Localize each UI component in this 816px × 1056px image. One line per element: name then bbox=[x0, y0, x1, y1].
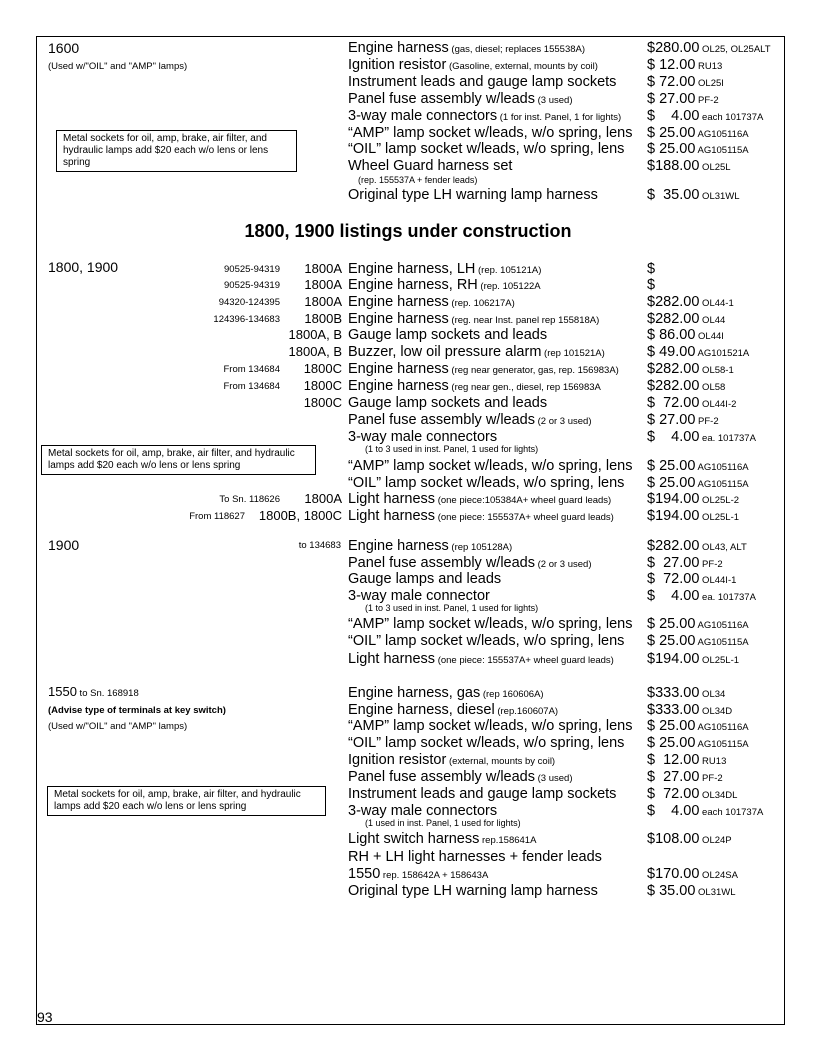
price-value: $ 27.00 bbox=[647, 555, 700, 571]
part-number: AG105116A bbox=[695, 722, 749, 733]
price-value: $ 4.00 bbox=[647, 429, 700, 445]
connectors-sub-note-1550: (1 used in inst. Panel, 1 used for lights) bbox=[365, 818, 521, 828]
part-number: AG105116A bbox=[695, 462, 749, 473]
part-number: OL44I-1 bbox=[699, 575, 737, 586]
item-price bbox=[647, 142, 749, 157]
item-price bbox=[647, 459, 749, 474]
item-name: “OIL” lamp socket w/leads, w/o spring, lens bbox=[348, 475, 625, 491]
connector-sub-note-1900: (1 to 3 used in inst. Panel, 1 used for lights) bbox=[365, 603, 539, 613]
item-name: Panel fuse assembly w/leads bbox=[348, 412, 535, 428]
part-number: OL25L-1 bbox=[699, 512, 740, 523]
item-price bbox=[647, 652, 739, 667]
price-value: $282.00 bbox=[647, 361, 700, 377]
serial-range: 94320-124395 bbox=[218, 297, 280, 308]
item-price bbox=[647, 41, 771, 56]
item-price bbox=[647, 770, 723, 785]
item-name: Instrument leads and gauge lamp sockets bbox=[348, 74, 617, 90]
item-name: “OIL” lamp socket w/leads, w/o spring, lens bbox=[348, 735, 625, 751]
item-name: Light harness bbox=[348, 651, 436, 667]
item-name: Engine harness bbox=[348, 378, 449, 394]
item-name: Ignition resistor bbox=[348, 57, 447, 73]
part-number: OL25L-2 bbox=[699, 495, 740, 506]
item-name: Light harness bbox=[348, 491, 436, 507]
price-value: $282.00 bbox=[647, 294, 700, 310]
item-name: Engine harness bbox=[348, 294, 449, 310]
item-name: 1550 bbox=[348, 866, 381, 882]
price-value: $282.00 bbox=[647, 538, 700, 554]
item-price bbox=[647, 159, 731, 174]
item-detail: (rep 160606A) bbox=[480, 689, 544, 700]
item-description bbox=[348, 867, 488, 882]
item-description bbox=[348, 539, 512, 554]
item-detail: rep. 158642A + 158643A bbox=[380, 870, 489, 881]
metal-sockets-note-1600: Metal sockets for oil, amp, brake, air filter, and hydraulic lamps add $20 each w/o lens or lens spring bbox=[56, 130, 297, 172]
part-number: ea. 101737A bbox=[699, 592, 756, 603]
item-detail: (rep. 106217A) bbox=[448, 298, 515, 309]
item-detail: (one piece: 155537A+ wheel guard leads) bbox=[435, 512, 614, 523]
item-name: Light switch harness bbox=[348, 831, 480, 847]
item-description bbox=[348, 509, 614, 524]
item-detail: (rep.160607A) bbox=[494, 706, 559, 717]
item-detail: (reg near generator, gas, rep. 156983A) bbox=[448, 365, 619, 376]
page-heading: 1800, 1900 listings under construction bbox=[244, 221, 572, 241]
item-name: Panel fuse assembly w/leads bbox=[348, 769, 535, 785]
wheel-guard-sub-note: (rep. 155537A + fender leads) bbox=[358, 175, 478, 185]
item-description bbox=[348, 476, 624, 491]
part-number: OL34DL bbox=[699, 790, 738, 801]
item-description bbox=[348, 572, 501, 587]
item-price bbox=[647, 362, 734, 377]
price-value: $ 4.00 bbox=[647, 108, 700, 124]
item-detail: (rep. 105121A) bbox=[475, 265, 542, 276]
part-number: PF-2 bbox=[699, 559, 723, 570]
metal-sockets-note-1800: Metal sockets for oil, amp, brake, air filter, and hydraulic lamps add $20 each w/o lens or lens spring bbox=[41, 445, 316, 475]
item-description bbox=[348, 396, 547, 411]
item-description bbox=[348, 188, 598, 203]
price-value: $ bbox=[647, 277, 656, 293]
price-value: $ 25.00 bbox=[647, 475, 696, 491]
item-name: “AMP” lamp socket w/leads, w/o spring, lens bbox=[348, 718, 633, 734]
item-detail: (rep 101521A) bbox=[541, 348, 605, 359]
item-name: Instrument leads and gauge lamp sockets bbox=[348, 786, 617, 802]
price-value: $ 27.00 bbox=[647, 769, 700, 785]
item-description bbox=[348, 770, 573, 785]
part-number: OL44I bbox=[695, 331, 724, 342]
serial-range: From 134684 bbox=[223, 364, 280, 375]
item-description bbox=[348, 413, 592, 428]
model-code: 1800B, 1800C bbox=[258, 508, 342, 523]
item-name: “OIL” lamp socket w/leads, w/o spring, lens bbox=[348, 141, 625, 157]
part-number: AG105115A bbox=[695, 145, 749, 156]
part-number: AG105115A bbox=[695, 637, 749, 648]
price-value: $ 25.00 bbox=[647, 616, 696, 632]
part-number: OL25I bbox=[695, 78, 724, 89]
part-number: AG101521A bbox=[695, 348, 750, 359]
part-number: OL24P bbox=[699, 835, 732, 846]
item-price bbox=[647, 492, 739, 507]
part-number: AG105115A bbox=[695, 739, 749, 750]
item-name: 3-way male connectors bbox=[348, 108, 498, 124]
item-name: Engine harness, LH bbox=[348, 261, 476, 277]
item-price bbox=[647, 328, 724, 343]
price-value: $ 72.00 bbox=[647, 786, 700, 802]
price-value: $108.00 bbox=[647, 831, 700, 847]
item-detail: (reg near gen., diesel, rep 156983A bbox=[448, 382, 601, 393]
item-price bbox=[647, 109, 763, 124]
item-name: Wheel Guard harness set bbox=[348, 158, 513, 174]
item-name: Light harness bbox=[348, 508, 436, 524]
price-value: $ 49.00 bbox=[647, 344, 696, 360]
item-description bbox=[348, 787, 616, 802]
item-description bbox=[348, 142, 624, 157]
model-code: 1800A bbox=[304, 277, 342, 292]
item-price bbox=[647, 572, 736, 587]
item-price bbox=[647, 58, 722, 73]
item-detail: (3 used) bbox=[535, 773, 573, 784]
model-code: 1800B bbox=[304, 311, 342, 326]
item-price bbox=[647, 804, 763, 819]
item-description bbox=[348, 617, 632, 632]
model-1800-1900: 1800, 1900 bbox=[48, 259, 119, 275]
item-description bbox=[348, 430, 497, 445]
page-number: 93 bbox=[37, 1009, 53, 1025]
item-name: Original type LH warning lamp harness bbox=[348, 187, 598, 203]
item-price bbox=[647, 686, 725, 701]
item-price bbox=[647, 703, 732, 718]
part-number: OL58 bbox=[699, 382, 726, 393]
item-name: “AMP” lamp socket w/leads, w/o spring, lens bbox=[348, 125, 633, 141]
part-number: PF-2 bbox=[695, 416, 719, 427]
item-name: Engine harness, gas bbox=[348, 685, 481, 701]
item-price bbox=[647, 476, 749, 491]
item-name: Engine harness bbox=[348, 311, 449, 327]
item-detail: (2 or 3 used) bbox=[535, 416, 592, 427]
item-description bbox=[348, 832, 536, 847]
serial-range: To Sn. 118626 bbox=[219, 494, 280, 505]
price-value: $ 72.00 bbox=[647, 74, 696, 90]
item-detail: (external, mounts by coil) bbox=[446, 756, 556, 767]
part-number: OL58-1 bbox=[699, 365, 734, 376]
part-number: each 101737A bbox=[699, 112, 764, 123]
item-price bbox=[647, 617, 749, 632]
item-price bbox=[647, 736, 749, 751]
item-detail: (one piece: 155537A+ wheel guard leads) bbox=[435, 655, 614, 666]
price-value: $ 72.00 bbox=[647, 395, 700, 411]
item-name: 3-way male connectors bbox=[348, 803, 498, 819]
item-description bbox=[348, 262, 541, 277]
item-name: RH + LH light harnesses + fender leads bbox=[348, 849, 602, 865]
part-number: AG105116A bbox=[695, 129, 749, 140]
item-description bbox=[348, 719, 632, 734]
price-value: $ 25.00 bbox=[647, 458, 696, 474]
model-code: 1800C bbox=[303, 395, 342, 410]
item-description bbox=[348, 634, 624, 649]
item-price bbox=[647, 430, 756, 445]
item-price bbox=[647, 556, 723, 571]
serial-range: 90525-94319 bbox=[224, 264, 280, 275]
part-number: OL25, OL25ALT bbox=[699, 44, 771, 55]
item-name: “AMP” lamp socket w/leads, w/o spring, lens bbox=[348, 616, 633, 632]
price-value: $ 4.00 bbox=[647, 803, 700, 819]
item-name: Panel fuse assembly w/leads bbox=[348, 555, 535, 571]
part-number: OL43, ALT bbox=[699, 542, 747, 553]
item-description bbox=[348, 589, 490, 604]
item-name: “OIL” lamp socket w/leads, w/o spring, lens bbox=[348, 633, 625, 649]
item-detail: (2 or 3 used) bbox=[535, 559, 592, 570]
item-price bbox=[647, 509, 739, 524]
price-value: $194.00 bbox=[647, 651, 700, 667]
item-description bbox=[348, 109, 621, 124]
serial-1900: to 134683 bbox=[298, 540, 341, 551]
price-value: $ 72.00 bbox=[647, 571, 700, 587]
price-value: $194.00 bbox=[647, 491, 700, 507]
item-price bbox=[647, 75, 724, 90]
item-price bbox=[647, 753, 726, 768]
model-1550: 1550 to Sn. 168918 bbox=[48, 684, 139, 699]
item-description bbox=[348, 736, 624, 751]
price-value: $ 25.00 bbox=[647, 735, 696, 751]
item-name: Buzzer, low oil pressure alarm bbox=[348, 344, 542, 360]
item-name: Gauge lamp sockets and leads bbox=[348, 395, 548, 411]
part-number: OL25L-1 bbox=[699, 655, 740, 666]
price-value: $ 86.00 bbox=[647, 327, 696, 343]
model-code: 1800A, B bbox=[288, 344, 342, 359]
item-name: “AMP” lamp socket w/leads, w/o spring, lens bbox=[348, 458, 633, 474]
item-detail: (rep 105128A) bbox=[448, 542, 513, 553]
item-description bbox=[348, 41, 585, 56]
part-number: RU13 bbox=[695, 61, 723, 72]
item-price bbox=[647, 719, 749, 734]
part-number: OL24SA bbox=[699, 870, 738, 881]
price-value: $ 25.00 bbox=[647, 718, 696, 734]
part-number: PF-2 bbox=[699, 773, 723, 784]
model-code: 1800A bbox=[304, 491, 342, 506]
item-description bbox=[348, 362, 619, 377]
item-description bbox=[348, 58, 598, 73]
item-description bbox=[348, 278, 541, 293]
item-price bbox=[647, 589, 756, 604]
item-price bbox=[647, 126, 749, 141]
part-number: OL34 bbox=[699, 689, 726, 700]
item-price bbox=[647, 396, 736, 411]
part-number: OL44-1 bbox=[699, 298, 734, 309]
item-price bbox=[647, 295, 734, 310]
part-number: OL44I-2 bbox=[699, 399, 737, 410]
item-description bbox=[348, 126, 632, 141]
item-name: 3-way male connectors bbox=[348, 429, 498, 445]
item-description bbox=[348, 92, 573, 107]
item-description bbox=[348, 492, 611, 507]
part-number: AG105116A bbox=[695, 620, 749, 631]
item-price bbox=[647, 884, 736, 899]
item-detail: (reg. near Inst. panel rep 155818A) bbox=[448, 315, 600, 326]
serial-range: From 118627 bbox=[189, 511, 245, 522]
serial-range: 90525-94319 bbox=[224, 280, 280, 291]
price-value: $333.00 bbox=[647, 702, 700, 718]
item-description bbox=[348, 328, 547, 343]
part-number: OL44 bbox=[699, 315, 726, 326]
item-name: Engine harness bbox=[348, 361, 449, 377]
model-code: 1800A bbox=[304, 294, 342, 309]
item-price bbox=[647, 345, 749, 360]
item-detail: (1 for inst. Panel, 1 for lights) bbox=[497, 112, 622, 123]
item-price bbox=[647, 867, 738, 882]
connectors-sub-note-1800: (1 to 3 used in inst. Panel, 1 used for lights) bbox=[365, 444, 539, 454]
price-value: $ 35.00 bbox=[647, 187, 700, 203]
item-name: Engine harness, RH bbox=[348, 277, 478, 293]
model-1600-note: (Used w/"OIL" and "AMP" lamps) bbox=[48, 61, 188, 72]
item-description bbox=[348, 379, 601, 394]
item-name: Gauge lamp sockets and leads bbox=[348, 327, 548, 343]
item-description bbox=[348, 556, 592, 571]
price-value: $282.00 bbox=[647, 311, 700, 327]
price-value: $ 4.00 bbox=[647, 588, 700, 604]
part-number: AG105115A bbox=[695, 479, 749, 490]
item-price bbox=[647, 832, 732, 847]
price-value: $280.00 bbox=[647, 40, 700, 56]
metal-sockets-note-1550: Metal sockets for oil, amp, brake, air filter, and hydraulic lamps add $20 each w/o lens or lens spring bbox=[47, 786, 326, 816]
item-name: Original type LH warning lamp harness bbox=[348, 883, 598, 899]
item-price bbox=[647, 278, 655, 293]
item-price bbox=[647, 539, 747, 554]
item-name: Engine harness bbox=[348, 40, 449, 56]
item-detail: (rep. 105122A bbox=[477, 281, 541, 292]
part-number: RU13 bbox=[699, 756, 727, 767]
item-name: Panel fuse assembly w/leads bbox=[348, 91, 535, 107]
part-number: OL25L bbox=[699, 162, 731, 173]
price-value: $ 25.00 bbox=[647, 141, 696, 157]
item-detail: (one piece:105384A+ wheel guard leads) bbox=[435, 495, 612, 506]
serial-range: From 134684 bbox=[223, 381, 280, 392]
item-price bbox=[647, 312, 725, 327]
price-value: $ 12.00 bbox=[647, 57, 696, 73]
item-description bbox=[348, 686, 544, 701]
serial-range: 124396-134683 bbox=[213, 314, 280, 325]
item-description bbox=[348, 652, 614, 667]
item-detail: (gas, diesel; replaces 155538A) bbox=[448, 44, 586, 55]
price-value: $170.00 bbox=[647, 866, 700, 882]
item-price bbox=[647, 188, 740, 203]
price-value: $ 35.00 bbox=[647, 883, 696, 899]
item-description bbox=[348, 345, 605, 360]
item-price bbox=[647, 262, 655, 277]
model-1900: 1900 bbox=[48, 537, 80, 553]
part-number: OL34D bbox=[699, 706, 733, 717]
part-number: each 101737A bbox=[699, 807, 764, 818]
price-value: $ bbox=[647, 261, 656, 277]
part-number: OL31WL bbox=[695, 887, 736, 898]
item-price bbox=[647, 413, 719, 428]
model-code: 1800A, B bbox=[288, 327, 342, 342]
item-price bbox=[647, 379, 725, 394]
model-1550-advise: (Advise type of terminals at key switch) bbox=[48, 705, 226, 716]
price-value: $282.00 bbox=[647, 378, 700, 394]
item-description bbox=[348, 459, 632, 474]
model-1600: 1600 bbox=[48, 40, 80, 56]
model-code: 1800C bbox=[303, 378, 342, 393]
price-value: $ 25.00 bbox=[647, 633, 696, 649]
item-detail: (3 used) bbox=[535, 95, 573, 106]
item-description bbox=[348, 312, 599, 327]
price-value: $333.00 bbox=[647, 685, 700, 701]
item-detail: (Gasoline, external, mounts by coil) bbox=[446, 61, 598, 72]
price-value: $188.00 bbox=[647, 158, 700, 174]
item-description bbox=[348, 295, 515, 310]
price-value: $ 12.00 bbox=[647, 752, 700, 768]
item-price bbox=[647, 634, 749, 649]
item-description bbox=[348, 703, 558, 718]
item-description bbox=[348, 804, 497, 819]
model-code: 1800A bbox=[304, 261, 342, 276]
item-price bbox=[647, 787, 737, 802]
item-description bbox=[348, 884, 598, 899]
price-value: $ 27.00 bbox=[647, 412, 696, 428]
item-description bbox=[348, 753, 555, 768]
item-name: Gauge lamps and leads bbox=[348, 571, 502, 587]
price-value: $ 25.00 bbox=[647, 125, 696, 141]
item-name: Engine harness, diesel bbox=[348, 702, 495, 718]
item-name: Engine harness bbox=[348, 538, 449, 554]
item-description bbox=[348, 75, 616, 90]
price-value: $194.00 bbox=[647, 508, 700, 524]
part-number: PF-2 bbox=[695, 95, 719, 106]
item-name: 3-way male connector bbox=[348, 588, 490, 604]
item-description bbox=[348, 850, 602, 865]
item-description bbox=[348, 159, 512, 174]
item-price bbox=[647, 92, 719, 107]
part-number: OL31WL bbox=[699, 191, 740, 202]
part-number: ea. 101737A bbox=[699, 433, 756, 444]
model-code: 1800C bbox=[303, 361, 342, 376]
model-1550-note: (Used w/"OIL" and "AMP" lamps) bbox=[48, 721, 188, 732]
item-name: Ignition resistor bbox=[348, 752, 447, 768]
item-detail: rep.158641A bbox=[479, 835, 537, 846]
price-value: $ 27.00 bbox=[647, 91, 696, 107]
